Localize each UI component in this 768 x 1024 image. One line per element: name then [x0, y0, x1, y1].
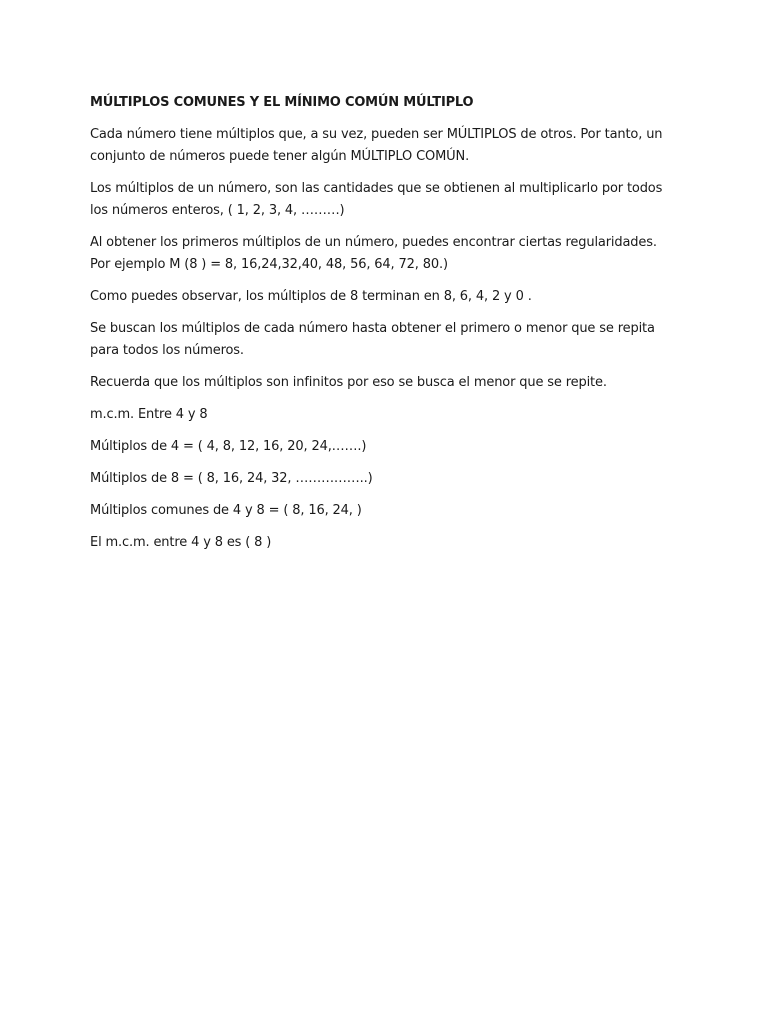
- paragraph-multiples-of-8: Múltiplos de 8 = ( 8, 16, 24, 32, ……………..): [90, 471, 373, 486]
- paragraph-method: Se buscan los múltiplos de cada número hasta obtener el primero o menor que se repita para todos los números.: [90, 321, 655, 358]
- paragraph-example: Al obtener los primeros múltiplos de un número, puedes encontrar ciertas regularidades. Por ejemplo M (8 ) = 8, 16,24,32,40, 48, 56, 64, 72, 80.): [90, 235, 657, 272]
- paragraph-observation: Como puedes observar, los múltiplos de 8 terminan en 8, 6, 4, 2 y 0 .: [90, 289, 532, 304]
- paragraph-definition: Los múltiplos de un número, son las cantidades que se obtienen al multiplicarlo por todos los números enteros, ( 1, 2, 3, 4, ………): [90, 181, 663, 218]
- paragraph-mcm-result: El m.c.m. entre 4 y 8 es ( 8 ): [90, 535, 272, 550]
- paragraph-multiples-of-4: Múltiplos de 4 = ( 4, 8, 12, 16, 20, 24,…….): [90, 439, 367, 454]
- paragraph-reminder: Recuerda que los múltiplos son infinitos por eso se busca el menor que se repite.: [90, 375, 607, 390]
- document-title: MÚLTIPLOS COMUNES Y EL MÍNIMO COMÚN MÚLTIPLO: [90, 95, 474, 110]
- paragraph-mcm-heading: m.c.m. Entre 4 y 8: [90, 407, 208, 422]
- paragraph-intro: Cada número tiene múltiplos que, a su vez, pueden ser MÚLTIPLOS de otros. Por tanto, un conjunto de números puede tener algún MÚLTIPLO COMÚN.: [90, 127, 663, 164]
- document-body: [90, 92, 675, 564]
- paragraph-common-multiples: Múltiplos comunes de 4 y 8 = ( 8, 16, 24, ): [90, 503, 362, 518]
